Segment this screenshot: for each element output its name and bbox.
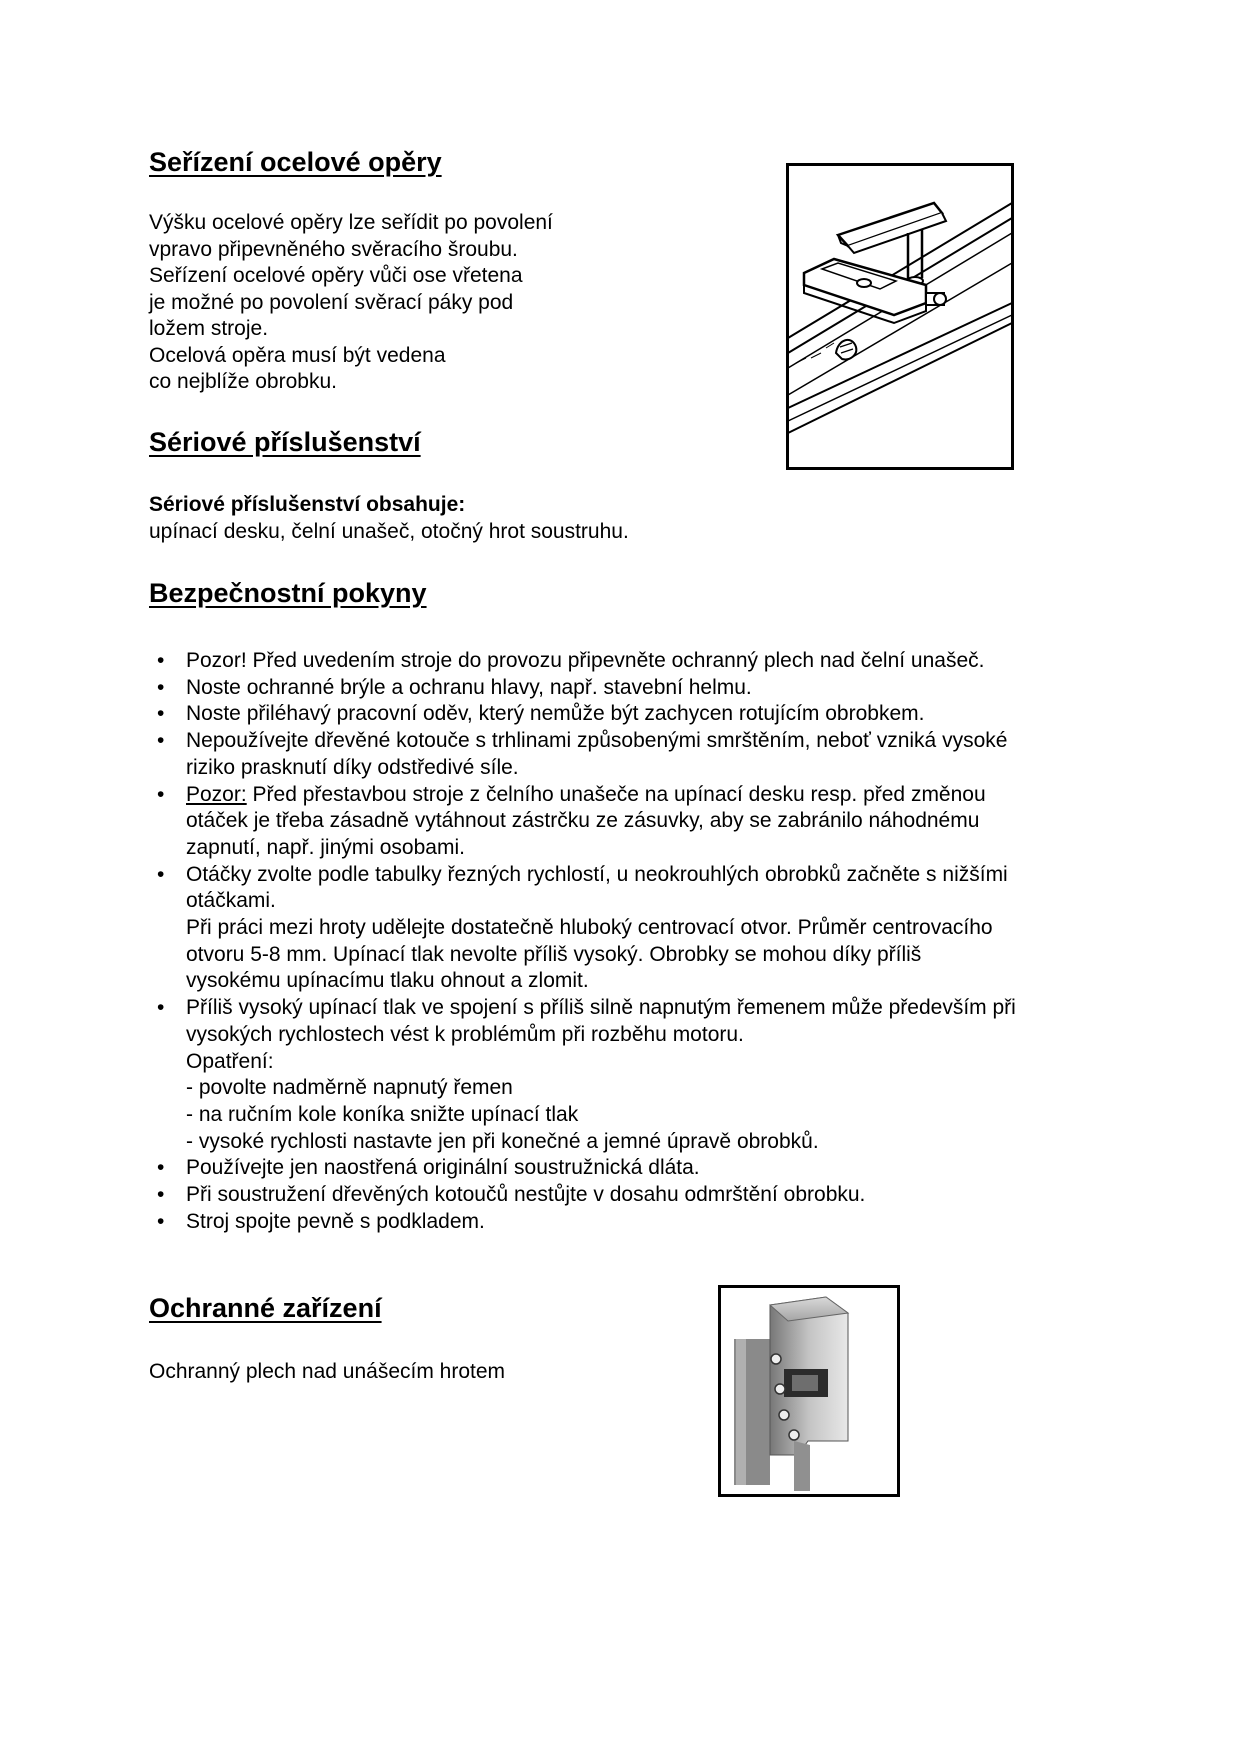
text-line: otvoru 5-8 mm. Upínací tlak nevolte příliš vysoký. Obrobky se mohou díky příliš — [186, 942, 922, 966]
heading-tool-rest-adjustment: Seřízení ocelové opěry — [149, 147, 442, 177]
text-line: Otáčky zvolte podle tabulky řezných rychlostí, u neokrouhlých obrobků začněte s nižšími — [186, 862, 1008, 886]
text-line: - na ručním kole koníka snižte upínací tlak — [186, 1102, 579, 1126]
list-item — [149, 995, 1109, 1155]
bullet-icon: • — [157, 649, 165, 672]
bullet-icon: • — [157, 729, 165, 753]
list-item — [149, 862, 1109, 996]
bullet-icon: • — [157, 1183, 165, 1207]
text-line: je možné po povolení svěrací páky pod — [149, 290, 514, 314]
text-line — [186, 782, 1109, 809]
text-line: Noste přiléhavý pracovní oděv, který nemůže být zachycen rotujícím obrobkem. — [186, 702, 925, 726]
bullet-icon: • — [157, 996, 165, 1020]
safety-list — [149, 648, 1109, 1235]
text-line-rest: Před přestavbou stroje z čelního unašeče na upínací desku resp. před změnou — [246, 782, 986, 806]
list-item — [149, 648, 1109, 675]
text-line: co nejblíže obrobku. — [149, 370, 337, 393]
text-line: Při práci mezi hroty udělejte dostatečně hluboký centrovací otvor. Průměr centrovacího — [186, 916, 993, 940]
tool-rest-text — [149, 210, 553, 396]
list-item — [149, 1155, 1109, 1182]
text-line: Stroj spojte pevně s podkladem. — [186, 1209, 485, 1233]
text-line: vpravo připevněného svěracího šroubu. — [149, 237, 518, 261]
text-line: Výšku ocelové opěry lze seřídit po povolení — [149, 211, 553, 234]
text-line: - vysoké rychlosti nastavte jen při konečné a jemné úpravě obrobků. — [186, 1129, 819, 1153]
text-line: otáček je třeba zásadně vytáhnout zástrčku ze zásuvky, aby se zabránilo náhodnému — [186, 809, 980, 833]
text-line: zapnutí, např. jinými osobami. — [186, 835, 465, 859]
text-line: Nepoužívejte dřevěné kotouče s trhlinami způsobenými smrštěním, neboť vzniká vysoké — [186, 729, 1008, 753]
bullet-icon: • — [157, 675, 165, 699]
text-line: Pozor! Před uvedením stroje do provozu připevněte ochranný plech nad čelní unašeč. — [186, 649, 985, 672]
warning-label: Pozor: — [186, 782, 247, 806]
text-line: vysokému upínacímu tlaku ohnout a zlomit. — [186, 969, 589, 993]
list-item — [149, 728, 1109, 781]
accessories-text — [149, 492, 629, 545]
text-line: Seřízení ocelové opěry vůči ose vřetena — [149, 264, 523, 287]
list-item — [149, 1182, 1109, 1209]
list-item — [149, 701, 1109, 728]
text-line: ložem stroje. — [149, 317, 269, 340]
accessories-lead: Sériové příslušenství obsahuje: — [149, 493, 466, 516]
tool-rest-illustration-icon — [786, 163, 1014, 470]
list-item — [149, 675, 1109, 702]
guard-text: Ochranný plech nad unášecím hrotem — [149, 1360, 506, 1383]
text-line: otáčkami. — [186, 889, 276, 913]
heading-safety-instructions: Bezpečnostní pokyny — [149, 578, 427, 608]
text-line: Noste ochranné brýle a ochranu hlavy, např. stavební helmu. — [186, 675, 752, 699]
text-line: Opatření: — [186, 1049, 274, 1073]
text-line: Příliš vysoký upínací tlak ve spojení s příliš silně napnutým řemenem může především při — [186, 996, 1016, 1020]
heading-protective-device: Ochranné zařízení — [149, 1293, 382, 1323]
list-item — [149, 1209, 1109, 1236]
bullet-icon: • — [157, 1156, 165, 1180]
text-line: vysokých rychlostech vést k problémům při rozběhu motoru. — [186, 1022, 744, 1046]
text-line: - povolte nadměrně napnutý řemen — [186, 1076, 513, 1100]
heading-standard-accessories: Sériové příslušenství — [149, 427, 421, 457]
text-line: Ocelová opěra musí být vedena — [149, 343, 446, 367]
accessories-list: upínací desku, čelní unašeč, otočný hrot soustruhu. — [149, 519, 629, 543]
text-line: Používejte jen naostřená originální soustružnická dláta. — [186, 1156, 700, 1180]
bullet-icon: • — [157, 1209, 165, 1233]
bullet-icon: • — [157, 862, 165, 886]
guard-plate-photo-icon — [718, 1285, 900, 1497]
bullet-icon: • — [157, 702, 165, 726]
list-item — [149, 782, 1109, 862]
text-line: Při soustružení dřevěných kotoučů nestůjte v dosahu odmrštění obrobku. — [186, 1183, 866, 1207]
text-line: riziko prasknutí díky odstředivé síle. — [186, 755, 519, 779]
bullet-icon: • — [157, 782, 165, 806]
